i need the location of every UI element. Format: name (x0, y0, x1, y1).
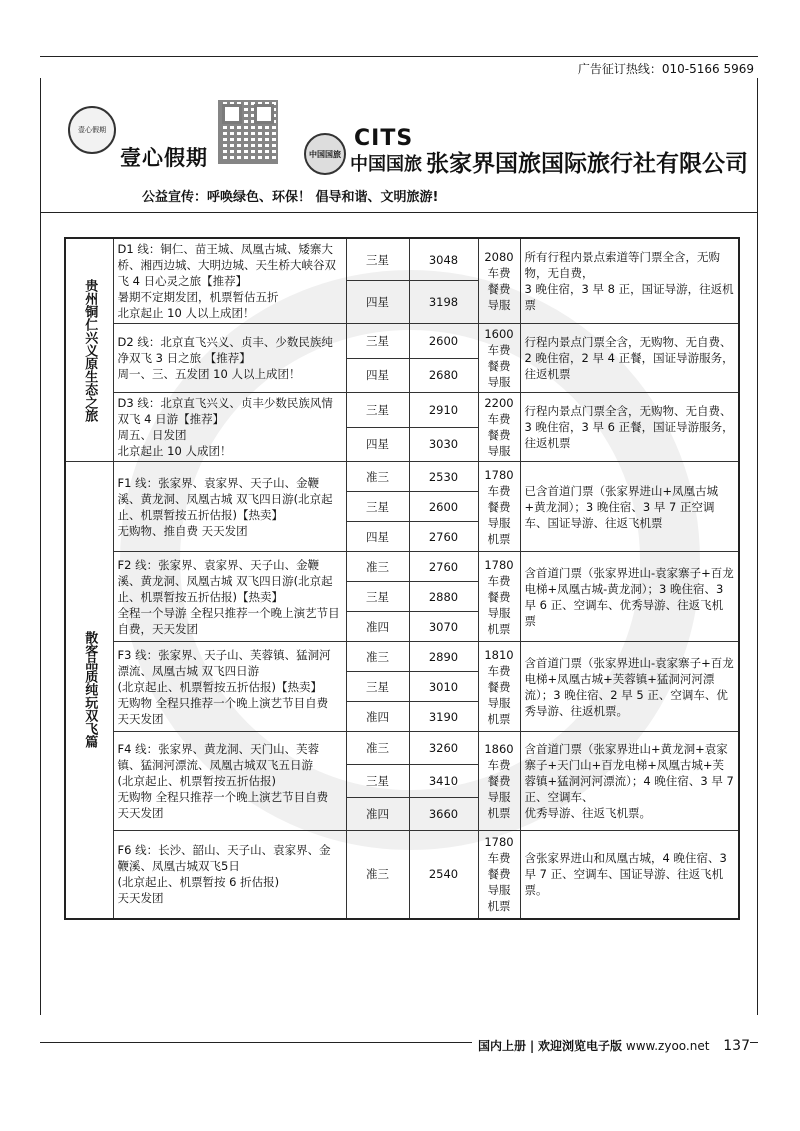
price: 2890 (409, 642, 478, 672)
route-description: D3 线：北京直飞兴义、贞丰少数民族风情双飞 4 日游【推荐】 周五、日发团 北京起止 10 人成团！ (113, 393, 346, 462)
hotel-class: 四星 (346, 358, 409, 393)
price: 3048 (409, 238, 478, 281)
header-divider (40, 212, 758, 213)
price: 2600 (409, 492, 478, 522)
route-description: F1 线：张家界、袁家界、天子山、金鞭溪、黄龙洞、凤凰古城 双飞四日游(北京起止、机票暂按五折估报)【热卖】 无购物、推自费 天天发团 (113, 462, 346, 552)
price: 3030 (409, 427, 478, 462)
inclusions-detail: 含张家界进山和凤凰古城，4 晚住宿、3 早 7 正、空调车、国证导游、往返飞机票。 (520, 831, 739, 919)
price: 2880 (409, 582, 478, 612)
top-rule (40, 56, 758, 57)
price: 3190 (409, 702, 478, 732)
hotel-class: 三星 (346, 238, 409, 281)
cits-logo: 中国国旅 (304, 133, 346, 175)
table-row (65, 238, 739, 281)
page-number: 137 (723, 1038, 750, 1054)
price: 2910 (409, 393, 478, 428)
qr-code (218, 100, 278, 164)
local-fee: 1810 车费 餐费 导服 机票 (478, 642, 520, 732)
local-fee: 2200 车费 餐费 导服 (478, 393, 520, 462)
ad-hotline: 广告征订热线：010-5166 5969 (577, 62, 754, 76)
hotel-class: 准三 (346, 732, 409, 765)
price: 2760 (409, 522, 478, 552)
local-fee: 1780 车费 餐费 导服 机票 (478, 831, 520, 919)
hotel-class: 三星 (346, 393, 409, 428)
hotel-class: 四星 (346, 427, 409, 462)
table-row (65, 393, 739, 428)
route-description: F3 线：张家界、天子山、芙蓉镇、猛洞河漂流、凤凰古城 双飞四日游 (北京起止、机票暂按五折估报)【热卖】 无购物 全程只推荐一个晚上演艺节目自费 天天发团 (113, 642, 346, 732)
hotel-class: 三星 (346, 324, 409, 359)
hotel-class: 三星 (346, 672, 409, 702)
local-fee: 2080 车费 餐费 导服 (478, 238, 520, 324)
category-label: 散客品质纯玩双飞篇 (65, 462, 113, 919)
hotel-class: 准三 (346, 831, 409, 919)
hotel-class: 三星 (346, 492, 409, 522)
inclusions-detail: 含首道门票（张家界进山+黄龙洞+袁家寨子+天门山+百龙电梯+凤凰古城+芙蓉镇+猛洞河河漂流）；4 晚住宿、3 早 7 正、空调车、 优秀导游、往返飞机票。 (520, 732, 739, 831)
yixin-brand-name: 壹心假期 (120, 146, 208, 170)
local-fee: 1780 车费 餐费 导服 机票 (478, 462, 520, 552)
inclusions-detail: 已含首道门票（张家界进山+凤凰古城+黄龙洞）；3 晚住宿、3 早 7 正空调车、国证导游、往返飞机票 (520, 462, 739, 552)
table-row (65, 552, 739, 582)
local-fee: 1600 车费 餐费 导服 (478, 324, 520, 393)
hotel-class: 三星 (346, 582, 409, 612)
price: 3070 (409, 612, 478, 642)
hotel-class: 四星 (346, 522, 409, 552)
hotel-class: 准三 (346, 462, 409, 492)
cits-wordmark: CITS (354, 126, 414, 151)
footer (472, 1037, 750, 1054)
price: 3660 (409, 798, 478, 831)
price: 3010 (409, 672, 478, 702)
price: 3260 (409, 732, 478, 765)
table-row (65, 732, 739, 765)
route-description: F2 线：张家界、袁家界、天子山、金鞭溪、黄龙洞、凤凰古城 双飞四日游(北京起止、机票暂按五折估报)【热卖】 全程一个导游 全程只推荐一个晚上演艺节目自费，天天发团 (113, 552, 346, 642)
inclusions-detail: 所有行程内景点索道等门票全含，无购物，无自费， 3 晚住宿，3 早 8 正，国证导游，往返机票 (520, 238, 739, 324)
footer-separator: | (529, 1039, 535, 1053)
advertiser-header (42, 78, 754, 210)
route-description: D1 线：铜仁、苗王城、凤凰古城、矮寨大桥、湘西边城、大明边城、天生桥大峡谷双飞 4 日心灵之旅【推荐】 暑期不定期发团，机票暂估五折 北京起止 10 人以上成团！ (113, 238, 346, 324)
footer-slogan: 欢迎浏览电子版 (538, 1039, 623, 1053)
cits-cn-wordmark: 中国国旅 (350, 154, 422, 175)
inclusions-detail: 含首道门票（张家界进山-袁家寨子+百龙电梯+凤凰古城+芙蓉镇+猛洞河河漂流）；3 晚住宿、2 早 5 正、空调车、优秀导游、往返机票。 (520, 642, 739, 732)
yixin-logo: 壹心假期 (68, 106, 116, 154)
table-row (65, 462, 739, 492)
company-name: 张家界国旅国际旅行社有限公司 (426, 151, 748, 177)
hotel-class: 准四 (346, 798, 409, 831)
hotel-class: 准三 (346, 552, 409, 582)
hotel-class: 准四 (346, 612, 409, 642)
price: 2600 (409, 324, 478, 359)
local-fee: 1860 车费 餐费 导服 机票 (478, 732, 520, 831)
local-fee: 1780 车费 餐费 导服 机票 (478, 552, 520, 642)
price: 3198 (409, 281, 478, 324)
price: 2680 (409, 358, 478, 393)
footer-section: 国内上册 (477, 1039, 526, 1053)
price: 2760 (409, 552, 478, 582)
category-label: 贵州铜仁兴义原生态之旅 (65, 238, 113, 462)
table-row (65, 831, 739, 919)
price: 3410 (409, 765, 478, 798)
table-row (65, 324, 739, 359)
hotel-class: 准四 (346, 702, 409, 732)
inclusions-detail: 含首道门票（张家界进山-袁家寨子+百龙电梯+凤凰古城-黄龙洞）；3 晚住宿、3 早 6 正、空调车、优秀导游、往返飞机票 (520, 552, 739, 642)
route-description: D2 线：北京直飞兴义、贞丰、少数民族纯净双飞 3 日之旅 【推荐】 周一、三、五发团 10 人以上成团！ (113, 324, 346, 393)
route-description: F6 线：长沙、韶山、天子山、袁家界、金鞭溪、凤凰古城双飞5日 (北京起止、机票暂按 6 折估报) 天天发团 (113, 831, 346, 919)
table-row (65, 642, 739, 672)
route-description: F4 线：张家界、黄龙洞、天门山、芙蓉镇、猛洞河漂流、凤凰古城双飞五日游 (北京起止、机票暂按五折估报) 无购物 全程只推荐一个晚上演艺节目自费 天天发团 (113, 732, 346, 831)
footer-url[interactable]: www.zyoo.net (625, 1039, 710, 1053)
inclusions-detail: 行程内景点门票全含，无购物、无自费、2 晚住宿，2 早 4 正餐，国证导游服务，往返机票 (520, 324, 739, 393)
price: 2540 (409, 831, 478, 919)
hotel-class: 三星 (346, 765, 409, 798)
tour-price-table (64, 237, 740, 920)
inclusions-detail: 行程内景点门票全含，无购物、无自费、3 晚住宿，3 早 6 正餐，国证导游服务，往返机票 (520, 393, 739, 462)
hotel-class: 准三 (346, 642, 409, 672)
price: 2530 (409, 462, 478, 492)
hotel-class: 四星 (346, 281, 409, 324)
public-slogan: 公益宣传：呼唤绿色、环保！ 倡导和谐、文明旅游! (142, 190, 439, 205)
